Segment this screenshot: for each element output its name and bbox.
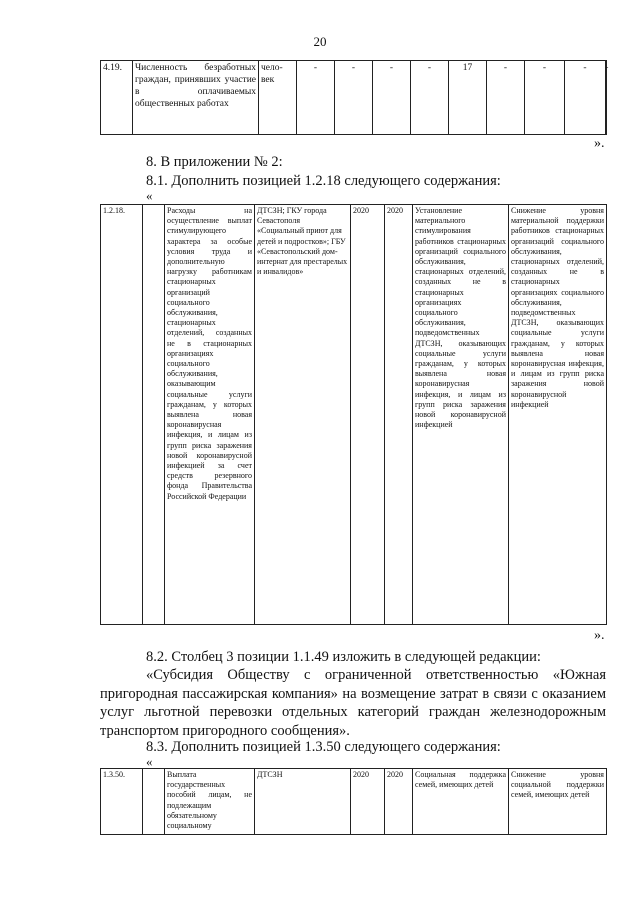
consequence-cell: Снижение уровня материальной поддержки работников стационарных организаций социального обслуживания, стационарных отделений, созданных не в стационарных организациях социального обслуживания, подведомственных ДТСЗН, оказывающих социальные услуги гражданам, у которых выявлена новая коронавирусная инфекция, и лицам из групп риска заражения новой коронавирусной инфекцией [509,205,607,625]
year-end: 2020 [385,205,413,625]
empty-cell [143,769,165,835]
table-row-1-3-50 [100,768,607,835]
year-end: 2020 [385,769,413,835]
value-cell: - [335,61,373,135]
consequence-cell: Снижение уровня социальной поддержки семей, имеющих детей [509,769,607,835]
closing-quote: ». [594,136,605,151]
section-heading: 8.2. Столбец 3 позиции 1.1.49 изложить в следующей редакции: [146,649,541,665]
year-start: 2020 [351,205,385,625]
expected-result: Установление материального стимулирования работников стационарных организаций социального обслуживания, стационарных отделений, созданных не в стационарных организациях социального обслуживания, подведомственных ДТСЗН, оказывающих социальные услуги гражданам, у которых выявлена новая коронавирусная инфекция, и лицам из групп риска заражения новой коронавирусной инфекцией [413,205,509,625]
paragraph-text: «Субсидия Обществу с ограниченной ответственностью «Южная пригородная пассажирская компания» на возмещение затрат в связи с оказанием услуг льготной перевозки отдельных категорий граждан железнодорожным транспортом пригородного сообщения». [100,667,606,739]
measure-name: Расходы на осуществление выплат стимулирующего характера за особые условия труда и дополнительную нагрузку работникам стационарных организаций социального обслуживания, стационарных отделений, созданных не в стационарных организациях социального обслуживания, оказывающим социальные услуги гражданам, у которых выявлена новая коронавирусная инфекция, и лицам из групп риска заражения новой коронавирусной инфекцией за счет средств резервного фонда Правительства Российской Федерации [165,205,255,625]
section-heading: 8.3. Дополнить позицией 1.3.50 следующего содержания: [146,739,501,755]
unit-cell: чело-век [259,61,297,135]
value-cell: - [606,61,607,135]
value-cell: - [373,61,411,135]
indicator-name: Численность безработных граждан, принявших участие в оплачиваемых общественных работах [133,61,259,135]
executor-cell: ДТСЗН [255,769,351,835]
row-number: 1.2.18. [101,205,143,625]
value-cell: - [565,61,606,135]
section-heading: 8. В приложении № 2: [146,154,283,170]
closing-quote: ». [594,628,605,643]
row-number: 1.3.50. [101,769,143,835]
value-cell: - [297,61,335,135]
expected-result: Социальная поддержка семей, имеющих детей [413,769,509,835]
executor-cell: ДТСЗН; ГКУ города Севастополя «Социальный приют для детей и подростков»; ГБУ «Севастопольский дом-интернат для престарелых и инвалидов» [255,205,351,625]
section-heading: 8.1. Дополнить позицией 1.2.18 следующего содержания: [146,173,501,189]
value-cell: 17 [449,61,487,135]
value-cell: - [525,61,565,135]
opening-quote: « [146,754,153,769]
opening-quote: « [146,188,153,203]
table-row-4-19 [100,60,607,135]
empty-cell [143,205,165,625]
row-number: 4.19. [101,61,133,135]
value-cell: - [411,61,449,135]
value-cell: - [487,61,525,135]
page-number: 20 [313,34,327,49]
measure-name: Выплата государственных пособий лицам, не подлежащим обязательному социальному [165,769,255,835]
year-start: 2020 [351,769,385,835]
table-row-1-2-18 [100,204,607,625]
